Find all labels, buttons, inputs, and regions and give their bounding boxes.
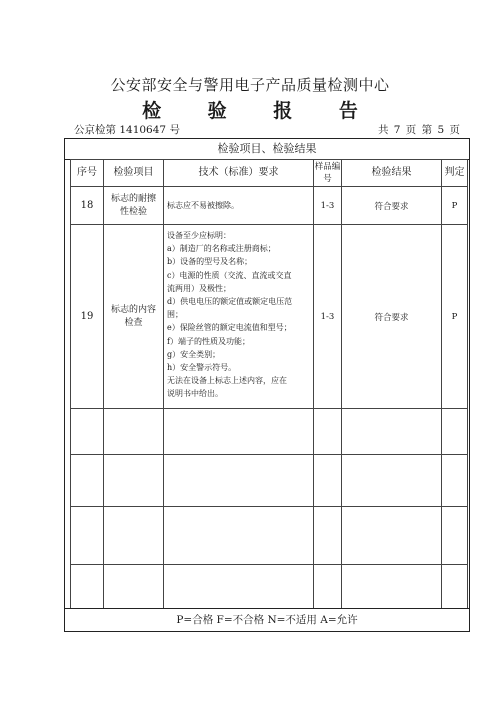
requirement-line: e）保险丝管的额定电流值和型号； xyxy=(167,323,292,333)
empty-cell xyxy=(104,507,164,565)
empty-cell xyxy=(71,409,104,455)
cell-result: 符合要求 xyxy=(342,225,442,409)
cell-seq: 19 xyxy=(71,225,104,409)
cell-requirement: 标志应不易被擦除。 xyxy=(164,187,314,225)
empty-cell xyxy=(442,455,468,507)
empty-cell xyxy=(342,409,442,455)
requirement-line: c）电源的性质（交流、直流或交直 xyxy=(167,270,292,280)
empty-cell xyxy=(342,507,442,565)
empty-cell xyxy=(71,455,104,507)
empty-cell xyxy=(442,507,468,565)
empty-cell xyxy=(442,565,468,609)
col-sample-no: 样品编号 xyxy=(314,160,342,187)
empty-cell xyxy=(164,455,314,507)
cell-result: 符合要求 xyxy=(342,187,442,225)
cell-sample-no: 1-3 xyxy=(314,187,342,225)
requirement-line: 流两用）及极性； xyxy=(167,283,231,293)
requirement-line: g）安全类别； xyxy=(167,349,221,359)
requirement-line: a）制造厂的名称或注册商标； xyxy=(167,244,276,254)
cell-item: 标志的内容检查 xyxy=(104,225,164,409)
cell-seq: 18 xyxy=(71,187,104,225)
empty-cell xyxy=(104,409,164,455)
empty-cell xyxy=(164,409,314,455)
empty-cell xyxy=(164,565,314,609)
requirement-line: 说明书中给出。 xyxy=(167,389,223,399)
empty-row xyxy=(71,565,468,609)
table-caption: 检验项目、检验结果 xyxy=(65,139,469,160)
empty-cell xyxy=(314,565,342,609)
col-seq: 序号 xyxy=(71,160,104,187)
empty-cell xyxy=(442,409,468,455)
report-number: 公京检第 1410647 号 xyxy=(74,124,180,136)
requirement-line: b）设备的型号及名称； xyxy=(167,257,253,267)
requirement-line: 设备至少应标明： xyxy=(167,231,231,240)
results-frame xyxy=(64,138,470,632)
empty-cell xyxy=(342,455,442,507)
page-count: 共 7 页 第 5 页 xyxy=(377,124,460,136)
cell-verdict: P xyxy=(442,187,468,225)
requirement-line: h）安全警示符号。 xyxy=(167,363,237,373)
table-row xyxy=(71,225,468,409)
col-requirement: 技术（标准）要求 xyxy=(164,160,314,187)
report-meta xyxy=(64,122,470,136)
results-table xyxy=(70,159,468,609)
col-verdict: 判定 xyxy=(442,160,468,187)
empty-cell xyxy=(164,507,314,565)
empty-cell xyxy=(71,565,104,609)
empty-cell xyxy=(342,565,442,609)
empty-row xyxy=(71,409,468,455)
empty-cell xyxy=(104,565,164,609)
report-title: 检 验 报 告 xyxy=(142,100,378,122)
organization-name: 公安部安全与警用电子产品质量检测中心 xyxy=(110,76,390,94)
col-result: 检验结果 xyxy=(342,160,442,187)
table-row xyxy=(71,187,468,225)
verdict-legend: P=合格 F=不合格 N=不适用 A=允许 xyxy=(65,608,469,631)
empty-row xyxy=(71,455,468,507)
col-item: 检验项目 xyxy=(104,160,164,187)
cell-item: 标志的耐擦性检验 xyxy=(104,187,164,225)
empty-cell xyxy=(314,409,342,455)
requirement-line: d）供电电压的额定值或额定电压范 xyxy=(167,297,293,307)
requirement-line: f）端子的性质及功能； xyxy=(167,336,250,346)
empty-row xyxy=(71,507,468,565)
empty-cell xyxy=(314,507,342,565)
cell-sample-no: 1-3 xyxy=(314,225,342,409)
requirement-line: 围； xyxy=(167,310,183,320)
empty-cell xyxy=(71,507,104,565)
table-header-row xyxy=(71,160,468,187)
cell-requirement xyxy=(164,225,314,409)
cell-verdict: P xyxy=(442,225,468,409)
requirement-line: 无法在设备上标志上述内容，应在 xyxy=(167,376,287,386)
empty-cell xyxy=(104,455,164,507)
empty-cell xyxy=(314,455,342,507)
